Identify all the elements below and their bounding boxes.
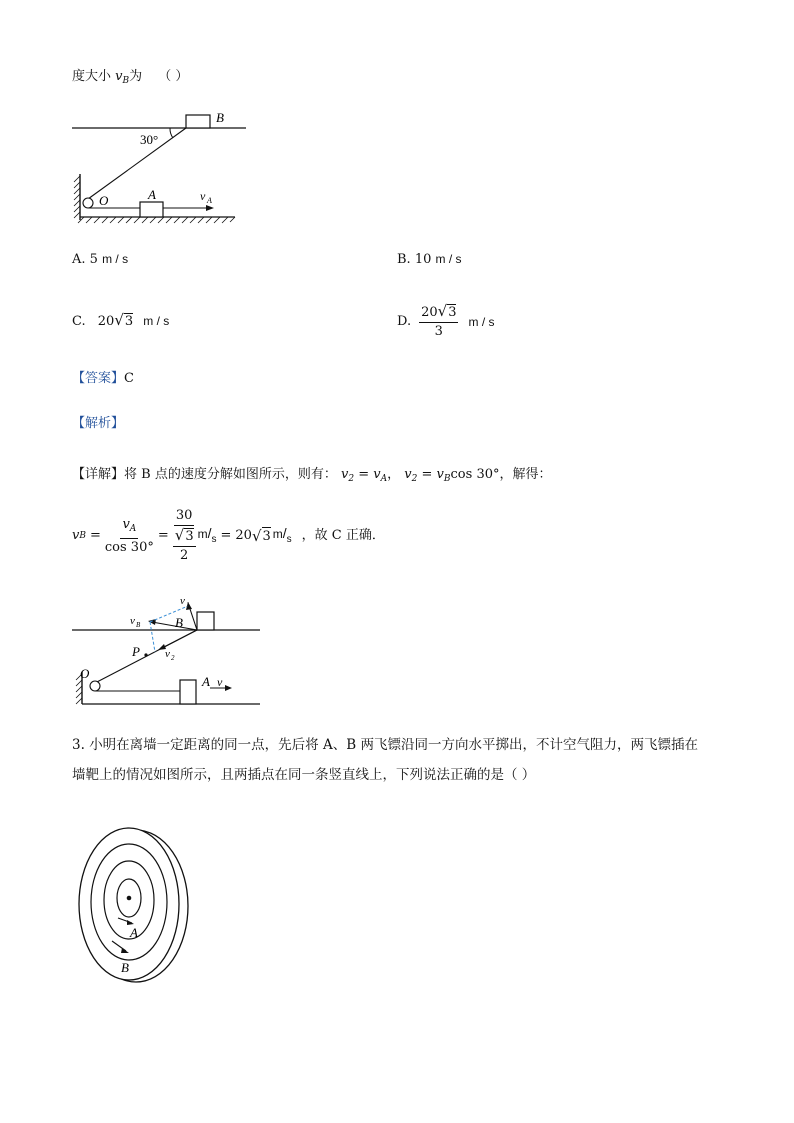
fraction-2 <box>173 507 196 565</box>
sqrt-icon: √ <box>114 311 124 329</box>
stem-prefix: 度大小 <box>72 69 116 84</box>
eq2-lhs-sub: 2 <box>411 474 418 484</box>
label-b: B <box>216 110 224 125</box>
bullseye <box>127 896 132 901</box>
frac1-num-sub: A <box>129 523 137 534</box>
q2-figure-decomposition <box>70 590 265 710</box>
v2-arrow <box>162 630 197 648</box>
angle-arc <box>170 128 173 138</box>
answer-tag: 【答案】 <box>72 371 125 386</box>
unit-m: m <box>197 526 208 541</box>
unit-s: s <box>286 533 292 545</box>
block-b <box>186 115 210 128</box>
pulley <box>90 681 100 691</box>
option-b[interactable] <box>397 250 462 269</box>
option-a-unit: m / s <box>102 252 129 266</box>
label-o: O <box>80 666 90 681</box>
eq2-tail: cos 30° <box>450 467 500 482</box>
label-p: P <box>132 644 140 659</box>
eq1-rhs-sub: A <box>380 474 388 484</box>
dashed-helper <box>150 622 155 652</box>
option-a[interactable] <box>72 250 128 269</box>
label-o: O <box>99 193 109 208</box>
option-d-num: 20 <box>421 305 438 320</box>
sqrt-icon: √ <box>174 526 185 544</box>
unit-1: $m/_s$ <box>197 524 217 545</box>
label-v2-sub: 2 <box>171 654 175 662</box>
label-v-sub: A <box>207 196 212 205</box>
eq1-lhs: v <box>340 467 349 482</box>
eq1-lhs-sub: 2 <box>348 474 355 484</box>
answer-line <box>72 370 134 388</box>
solution-lhs: v <box>72 528 80 543</box>
label-a: A <box>130 925 138 940</box>
stem-var: v <box>115 69 123 84</box>
wall-hatch <box>74 176 80 218</box>
frac2-den <box>173 526 196 565</box>
q3-text-line1: 小明在离墙一定距离的同一点，先后将 A、B 两飞镖沿同一方向水平掷出，不计空气阻力，两飞镖插在 <box>89 737 698 753</box>
option-c-unit: m / s <box>143 314 170 328</box>
q3-line2 <box>72 766 535 784</box>
option-d-unit: m / s <box>468 314 495 329</box>
fraction-1 <box>105 516 154 557</box>
detail-tag: 【详解】 <box>72 467 125 482</box>
frac1-den: cos 30° <box>104 539 154 555</box>
eq2-rhs-sub: B <box>443 474 451 484</box>
solution-lhs-sub: B <box>79 531 86 541</box>
q3-line1 <box>72 736 698 754</box>
option-d-den: 3 <box>434 324 443 339</box>
option-c[interactable] <box>72 311 169 331</box>
option-b-letter: B. <box>397 252 411 267</box>
ring-outer <box>79 828 179 980</box>
floor-hatch <box>78 217 235 223</box>
label-b: B <box>121 960 129 975</box>
eq2-rhs: v <box>436 467 444 482</box>
unit-m: m <box>272 526 283 541</box>
q3-figure-dartboard <box>72 826 197 991</box>
detail-line: 【详解】将 B 点的速度分解如图所示，则有： $v_2 = v_A$， $v_2 = v_B\cos$ 30°，解得： <box>72 467 552 484</box>
label-v1-sub: 1 <box>186 601 190 609</box>
option-d-radicand: 3 <box>448 305 457 320</box>
answer-blank: （ ） <box>158 69 189 84</box>
solution-result: 20 <box>235 528 252 543</box>
option-a-letter: A. <box>72 252 86 267</box>
frac2-den-den: 2 <box>180 548 189 563</box>
option-d-letter: D. <box>397 313 412 329</box>
option-b-unit: m / s <box>435 252 462 266</box>
answer-value: C <box>124 371 134 386</box>
unit-s: s <box>211 533 217 545</box>
analysis-tag: 【解析】 <box>72 416 125 431</box>
unit-2: $m/_s$ <box>272 524 292 545</box>
arrow-head-icon <box>206 205 214 211</box>
option-c-radicand: 3 <box>124 314 134 329</box>
option-c-value: 20 <box>97 314 115 329</box>
solution-equation: v B = $\frac{v_A}{\cos 30^\circ}$ = $\frac{30}{\frac{√3}{2}}$ $m/_s$ = 20 √ 3 $m/_s$ ，故 C 正确． <box>72 508 385 563</box>
analysis-line <box>72 415 124 433</box>
label-a: A <box>202 674 210 689</box>
block-b <box>197 612 214 630</box>
label-b: B <box>175 615 183 630</box>
block-a <box>180 680 196 704</box>
stem-suffix: 为 <box>129 69 143 84</box>
solution-result-rad: 3 <box>262 528 271 544</box>
label-v: v <box>200 189 206 203</box>
label-vb-sub: B <box>136 621 141 629</box>
option-d[interactable] <box>397 302 494 341</box>
option-a-value: 5 <box>89 252 98 267</box>
stem-sub: B <box>122 76 130 86</box>
label-v: v <box>217 675 223 689</box>
label-a: A <box>148 187 156 202</box>
q2-stem <box>72 68 188 90</box>
q3-number: 3. <box>72 737 85 753</box>
label-v1: v <box>180 595 185 607</box>
arrow-head-icon <box>225 685 232 691</box>
eq2-lhs: v <box>404 467 412 482</box>
v1-arrow <box>189 606 197 630</box>
pulley <box>83 198 93 208</box>
angle-label: 30° <box>140 132 159 147</box>
frac2-num: 30 <box>174 507 195 526</box>
label-vb: v <box>130 615 135 627</box>
frac2-den-rad: 3 <box>185 529 194 544</box>
detail-end: ，解得： <box>499 467 552 482</box>
eq1-rhs: v <box>373 467 381 482</box>
conclusion: ，故 C 正确． <box>301 528 385 543</box>
point-p <box>144 653 147 656</box>
detail-text: 将 B 点的速度分解如图所示，则有： <box>124 467 337 482</box>
sqrt-icon: √ <box>251 527 262 545</box>
q2-figure-incline <box>70 104 250 226</box>
sqrt-icon: √ <box>437 302 448 320</box>
label-v2: v <box>165 648 170 660</box>
q3-text-line2: 墙靶上的情况如图所示，且两插点在同一条竖直线上，下列说法正确的是（ ） <box>72 767 536 783</box>
option-c-letter: C. <box>72 314 86 329</box>
option-d-fraction <box>419 302 458 341</box>
frac1-num: v <box>122 516 130 532</box>
block-a <box>140 202 163 217</box>
rope-incline <box>88 128 186 199</box>
option-b-value: 10 <box>414 252 432 267</box>
